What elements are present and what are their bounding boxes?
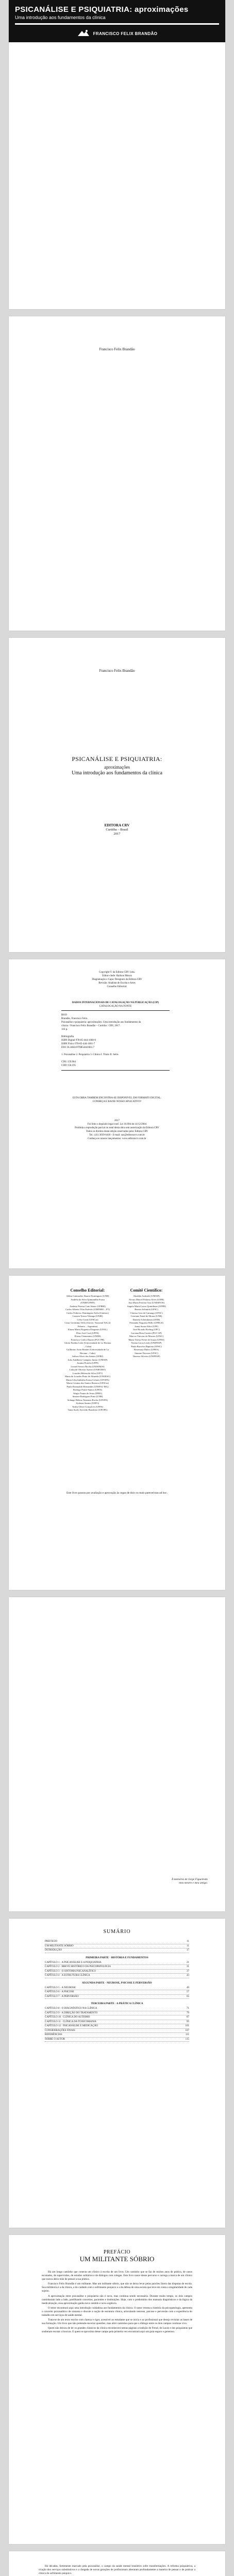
- title-page-year: 2017: [113, 832, 121, 836]
- catalog-line: [61, 1031, 170, 1035]
- paragraph: O leitor encontrará aqui uma introdução cuidadosa aos fundamentos da clínica. O autor retoma a história da psicopatologia, apresenta o conceito psicanalítico de sintoma e discute a noção de estrutura clínica, articulando neurose, psicose e perversão com a experiência do trabalho em serviços de saúde mental.: [42, 2306, 192, 2317]
- summary-row[interactable]: [45, 2024, 189, 2029]
- summary-row[interactable]: [45, 1995, 189, 1999]
- summary-row-label: CONSIDERAÇÕES FINAIS: [45, 2029, 75, 2032]
- half-title-author: Francisco Felix Brandão: [99, 347, 135, 351]
- summary-row-page: 21: [187, 1961, 189, 1964]
- summary-row[interactable]: [45, 1974, 189, 1978]
- intro-body: [39, 2565, 195, 2576]
- council-member: Angela Maria Lucas Quintiliano (UFPB): [127, 1304, 166, 1308]
- summary-row[interactable]: [45, 1948, 189, 1953]
- catalog-line: CDD 150.195: [61, 1064, 76, 1067]
- summary-row-page: 95: [187, 2020, 189, 2023]
- summary-page: [9, 1919, 225, 2228]
- council-member: Simone Dacosta (UFSC): [135, 1351, 158, 1354]
- catalog-line: [61, 1057, 170, 1060]
- catalog-block: [61, 1001, 170, 1071]
- summary-row[interactable]: [45, 2029, 189, 2033]
- copyright-line: Editor-chefe: Railson Moura: [102, 975, 132, 977]
- half-title-page: [9, 316, 225, 631]
- council-footer: Este livro passou por avaliação e aprovação às cegas de dois ou mais pareceristas ad hoc.: [66, 1491, 168, 1495]
- summary-part-heading: SEGUNDA PARTE · NEUROSE, PSICOSE E PERVERSÃO: [82, 1981, 152, 1985]
- cover-band: [9, 0, 225, 42]
- council-member: Alvaro Marcel Palomo Alves (UEM): [128, 1298, 164, 1301]
- council-member: Paula Barcelos Baptista (UFSC): [131, 1345, 162, 1348]
- summary-row-page: 111: [185, 2033, 189, 2036]
- copyright-page: [9, 959, 225, 1268]
- council-member: Andréia da Silva Quintanilha Sousa (UNIR/UFRN): [71, 1298, 105, 1304]
- council-member: Francisco Carlos Duarte (PUC-PR): [71, 1338, 105, 1341]
- council-page: [9, 1276, 225, 1590]
- summary-row-page: 101: [185, 2025, 189, 2027]
- summary-row[interactable]: [45, 2038, 189, 2042]
- copyright-line: Diagramação e Capa: Designers da Editora CRV: [92, 978, 142, 981]
- copyright-bottom-line: Proibida a reprodução parcial ou total desta obra sem autorização da Editora CRV: [75, 1127, 159, 1129]
- council-member: Gloria Fariñas León (Universidade de La Havana – Cuba): [64, 1342, 111, 1348]
- summary-row-page: 11: [187, 1940, 189, 1943]
- copyright-line: Conselho Editorial:: [107, 986, 127, 988]
- cover-title: PSICANÁLISE E PSIQUIATRIA: aproximações: [15, 5, 189, 14]
- summary-row-page: 17: [187, 1949, 189, 1952]
- summary-row-label: INTRODUÇÃO: [45, 1949, 62, 1952]
- catalog-subheading: CATALOGAÇÃO NA FONTE: [99, 1005, 132, 1008]
- council-member: Elizeu Clementino (UNEB): [74, 1335, 101, 1337]
- copyright-bottom-line: Todos os direitos desta edição reservados pela: Editora CRV: [86, 1130, 148, 1133]
- summary-part-heading: TERCEIRA PARTE · A PRÁTICA CLÍNICA: [91, 2002, 143, 2005]
- summary-row-page: 65: [187, 1995, 189, 1998]
- council-member: Fernanda Nogueira Bello (UFRGS): [129, 1321, 163, 1324]
- cover-page: [9, 0, 225, 309]
- summary-row[interactable]: [45, 1970, 189, 1974]
- council-member: Rodrigo Pratte-Santos (UFES): [73, 1388, 103, 1391]
- summary-row[interactable]: [45, 1986, 189, 1991]
- summary-row-label: PREFÁCIO: [45, 1940, 58, 1943]
- preface-title: PREFÁCIO: [103, 2249, 131, 2255]
- title-page-subtitle: aproximações: [104, 765, 130, 770]
- paragraph: Trata-se de um texto escrito com clareza e rigor, acessível ao estudante que se inicia e ao profissional que deseja revisitar as bases de sua formação. Um livro que não pretende encerrar questões, mas abrir caminhos para que o diálogo entre os dois campos continue vivo.: [42, 2318, 192, 2326]
- title-page-subtitle-2: Uma introdução aos fundamentos da clínica: [72, 770, 162, 776]
- summary-row-page: 31: [187, 1965, 189, 1968]
- council-member: Simone Rodrigues Pinto (UNB): [72, 1395, 103, 1398]
- summary-row[interactable]: [45, 1961, 189, 1965]
- title-page-author: Francisco Felix Brandão: [99, 669, 135, 673]
- council-member: Élsio José Corá (UFFS): [76, 1331, 99, 1334]
- preface-body: [42, 2270, 192, 2334]
- catalog-line: clínica / Francisco Felix Brandão – Curitiba : CRV, 2017.: [61, 1025, 121, 1027]
- summary-row-label: CAPÍTULO 8 · O DIAGNÓSTICO NA CLÍNICA: [45, 2007, 97, 2010]
- copyright-bottom-line: Tel.: (41) 3039-6418 - E-mail: sac@editoracrv.com.br: [89, 1134, 145, 1137]
- council-columns: [9, 1288, 225, 1412]
- paragraph: Francisco Felix Brandão é um militante. Mas um militante sóbrio, que não se deixa levar pelas paixões fáceis das disputas de escola. Sua militância é a da clínica, a do cuidado com o sofrimento psíquico e a da defesa de uma escuta que leve em conta a singularidade de cada sujeito.: [42, 2282, 192, 2293]
- catalog-card: [61, 1010, 170, 1071]
- title-page-title: PSICANÁLISE E PSIQUIATRIA:: [72, 755, 162, 762]
- summary-row-label: CAPÍTULO 7 · A PERVERSÃO: [45, 1995, 79, 1998]
- summary-row-page: 71: [187, 2007, 189, 2010]
- dedication-page: [9, 1597, 225, 1911]
- paragraph: Quem não deixou de ler os grandes clássicos da clínica reconhecerá nestas páginas a tradição de Freud, de Lacan e dos psiquiatras que souberam escutar a loucura. E quem se aproxima desse campo pela primeira vez encontrará aqui um guia seguro e generoso.: [42, 2327, 192, 2334]
- council-member: Maria Lília Imbiriba Sousa Colares (UFOPA): [66, 1378, 109, 1381]
- summary-row[interactable]: [45, 2020, 189, 2025]
- cover-subtitle: Uma introdução aos fundamentos da clínica: [15, 15, 106, 20]
- council-member: Antônio Pereira Gaio Júnior (UFRRJ): [70, 1304, 106, 1308]
- council-member: Elione Maria Nogueira Diogenes (UFAL): [68, 1328, 108, 1331]
- summary-row[interactable]: [45, 1990, 189, 1995]
- catalog-line: Bibliografia: [61, 1036, 74, 1038]
- preface-page: [9, 2235, 225, 2544]
- copyright-bottom-line: Foi feito o depósito legal conf. Lei 10.994 de 14/12/2004: [87, 1123, 147, 1126]
- council-member: Carmen Tereza Velanga (UNIR): [72, 1315, 103, 1317]
- council-member: Joana Souza Silva (UFF): [134, 1325, 159, 1328]
- summary-row[interactable]: [45, 1965, 189, 1970]
- scientific-committee-heading: Comitê Científico:: [130, 1288, 163, 1293]
- summary-row-page: 49: [187, 1986, 189, 1989]
- catalog-line: 1. Psicanálise 2. Psiquiatria 3. Clínica I. Título II. Série.: [61, 1054, 119, 1056]
- summary-row-label: CAPÍTULO 3 · O SINTOMA PSICANALÍTICO: [45, 1970, 96, 1973]
- cover-logo-row: [15, 29, 219, 38]
- paragraph: A aproximação entre psicanálise e psiquiatria não é nova, mas continua sendo necessária. Durante muito tempo, os dois campos caminharam lado a lado, partilhando conceitos, pacientes e instituições. Hoje, com o predomínio dos manuais diagnósticos e da lógica da medicalização, essa aproximação ganha novo sentido e nova urgência.: [42, 2294, 192, 2305]
- catalog-line: B819: [61, 1014, 67, 1016]
- council-member: Lídia de Oliveira Xavier (UNIEURO): [70, 1368, 106, 1371]
- summary-row-page: 87: [187, 2016, 189, 2019]
- cover-white-area: [9, 42, 225, 284]
- summary-row-page: 43: [187, 1974, 189, 1977]
- summary-row-label: CAPÍTULO 1 · A PSICANÁLISE E A PSIQUIATRIA: [45, 1961, 102, 1964]
- cover-divider: [15, 23, 219, 25]
- council-member: Ana Maria Ferreira Tosi (UNISINOS): [128, 1301, 164, 1304]
- catalog-heading: DADOS INTERNACIONAIS DE CATALOGAÇÃO NA PUBLICAÇÃO (CIP): [72, 1002, 159, 1004]
- council-member: Solange Helena Ximenes-Rocha (UFOPA): [67, 1398, 108, 1401]
- summary-row-label: CAPÍTULO 5 · A NEUROSE: [45, 1986, 76, 1989]
- council-member: Tania Suely Azevedo Brasileiro (UFOPA): [68, 1409, 108, 1411]
- paragraph: Há décadas, fortemente marcado pela psicanálise, o campo da saúde mental brasileiro sofre transformações. A reforma psiquiátrica, a criação dos serviços substitutivos e a chegada de novas gerações de profissionais alteraram profundamente a maneira de pensar e de praticar a clínica do sofrimento psíquico.: [39, 2565, 195, 2575]
- summary-row[interactable]: [45, 2033, 189, 2038]
- catalog-line: ISBN Físico 978-85-444-1661-7: [61, 1043, 95, 1045]
- summary-row-page: 57: [187, 1991, 189, 1993]
- dedication-line: À memória de Jorge Figueiredo: [171, 1878, 208, 1881]
- summary-part-heading: PRIMEIRA PARTE · HISTÓRIA E FUNDAMENTOS: [86, 1956, 148, 1959]
- council-member: Marcos Vinicius de Moraes (UFSC): [129, 1335, 164, 1337]
- summary-row[interactable]: [45, 2015, 189, 2020]
- editorial-council-heading: Conselho Editorial:: [70, 1288, 105, 1293]
- council-member: Cristiane Faiad de Moura (UNB): [130, 1315, 162, 1317]
- summary-row[interactable]: [45, 1940, 189, 1944]
- summary-row-label: REFERÊNCIAS: [45, 2033, 62, 2036]
- council-member: Abrahão Andrade (UNESP): [133, 1295, 160, 1297]
- council-member: Sérgio Nunes de Jesus (IFRO): [73, 1392, 102, 1395]
- body-text-page: [9, 2551, 225, 2576]
- catalog-line: Brandão, Francisco Felix.: [61, 1018, 88, 1020]
- copyright-bottom-line: CONHEÇA E BAIXE NOSSO APLICATIVO!: [92, 1100, 142, 1103]
- dedication-line: meu mestre e meu amigo.: [179, 1882, 208, 1885]
- editorial-council-column: [64, 1288, 111, 1412]
- council-member: Maria Teresa Freire de Souza (UFES): [128, 1338, 164, 1341]
- council-member: Aldira Guimarães Duarte Domínguez (UNB): [66, 1295, 109, 1297]
- summary-row-label: CAPÍTULO 6 · A PSICOSE: [45, 1991, 74, 1993]
- council-member: Tadeu Oliver Gonçalves (UFPA): [72, 1405, 104, 1408]
- summary-row-label: CAPÍTULO 9 · A DIREÇÃO DO TRATAMENTO: [45, 2011, 98, 2014]
- catalog-line: ISBN Digital 978-85-444-1660-0: [61, 1039, 96, 1042]
- title-page-city: Curitiba – Brasil: [106, 828, 128, 832]
- summary-row-page: 11: [187, 1944, 189, 1947]
- summary-list: [45, 1940, 189, 2042]
- summary-row-label: CAPÍTULO 12 · PSICANÁLISE E MEDICAÇÃO: [45, 2025, 98, 2027]
- council-member: Carlos Alberto Vilar Estêvão (UMINHO – PT): [65, 1308, 110, 1311]
- council-member: Lourdes Helena da Silva (UFV): [72, 1371, 103, 1375]
- summary-row[interactable]: [45, 1944, 189, 1949]
- summary-row-label: UM MILITANTE SÓBRIO: [45, 1944, 74, 1947]
- summary-row[interactable]: [45, 2007, 189, 2011]
- council-member: José Ricardo Kreling (UFC): [133, 1328, 160, 1331]
- copyright-bottom-line: ESTA OBRA TAMBÉM ENCONTRA-SE DISPONÍVEL EM FORMATO DIGITAL.: [72, 1097, 162, 1099]
- council-member: Norma Lucia Lerdo (UNIFESP): [131, 1342, 162, 1344]
- dedication-text: [151, 1878, 208, 1885]
- council-member: Celso Conti (UFSCar): [77, 1318, 98, 1321]
- council-member: Maria de Lourdes Pinto de Almeida (UNOESC): [64, 1375, 111, 1378]
- catalog-line: Psicanálise e psiquiatria: aproximações. Uma introdução aos fundamentos da: [61, 1021, 141, 1024]
- council-member: Paulo Romualdo Hernandes (UNIFAL-MG): [66, 1385, 109, 1388]
- copyright-line: Revisão: Analista de Escrita e Artes: [98, 982, 136, 985]
- copyright-line: Copyright © da Editora CRV Ltda.: [99, 971, 135, 974]
- title-page: [9, 638, 225, 952]
- council-member: Maria Cristina dos Santos Bezerra (UFSCar): [66, 1382, 109, 1384]
- copyright-bottom: [9, 1096, 225, 1141]
- summary-row-page: 37: [187, 1970, 189, 1973]
- paragraph: Há um longo caminho que conecta um clínico à escrita de um livro. Um caminho que se faz de muitos anos de prática, de casos escutados, de supervisões, de estudos solitários e de diálogos com colegas. Este livro nasce desse percurso e carrega a marca de um clínico que nunca abriu mão de pensar a sua prática.: [42, 2270, 192, 2281]
- summary-row-page: 79: [187, 2011, 189, 2014]
- publisher-logo-icon: [77, 29, 90, 38]
- summary-row-label: CAPÍTULO 2 · BREVE HISTÓRICO DA PSICOPATOLOGIA: [45, 1965, 111, 1968]
- copyright-bottom-line: 2017: [114, 1120, 120, 1122]
- catalog-line: CDU 159.964: [61, 1061, 76, 1063]
- summary-row-label: CAPÍTULO 10 · CLÍNICA DO AUTISMO: [45, 2016, 90, 2019]
- scientific-committee-column: [123, 1288, 170, 1412]
- council-member: Luciana Rota Caseiro (PUC-SP): [131, 1331, 162, 1334]
- summary-title: SUMÁRIO: [103, 1929, 131, 1935]
- catalog-line: DOI 10.24824/978854441661.7: [61, 1046, 95, 1049]
- council-member: Cesar Gerónimo Tello (Univer. Nacional Três de Febrero – Argentina): [64, 1321, 111, 1328]
- summary-row-page: 115: [185, 2038, 189, 2041]
- catalog-line: [61, 1049, 170, 1053]
- council-member: Josania Portela (UFPI): [77, 1362, 98, 1364]
- council-member: Vanessa Silveira (UNIFESP): [132, 1355, 160, 1358]
- summary-row-label: SOBRE O AUTOR: [45, 2038, 65, 2041]
- council-member: Daniela Scheinkman (UEM): [132, 1318, 160, 1321]
- summary-row-label: CAPÍTULO 11 · CLÍNICA DA TOXICOMANIA: [45, 2020, 97, 2023]
- council-member: Leonel Severo Rocha (UNISINOS): [71, 1365, 105, 1368]
- council-member: Jailson Alves dos Santos (UFRJ): [72, 1355, 104, 1358]
- copyright-top: [9, 971, 225, 989]
- preface-subtitle: UM MILITANTE SÓBRIO: [79, 2255, 155, 2263]
- summary-row[interactable]: [45, 2011, 189, 2016]
- catalog-line: 116 p.: [61, 1028, 68, 1031]
- council-member: Rosemary Daltro (UFBA): [134, 1348, 159, 1351]
- council-member: Sydione Santos (UEPG): [76, 1402, 99, 1404]
- cover-author: FRANCISCO FELIX BRANDÃO: [93, 31, 158, 36]
- council-member: Clarissa Lins de Camargo (UFSC): [130, 1311, 163, 1314]
- title-page-publisher: EDITORA CRV: [104, 823, 130, 827]
- council-member: Beatriz Schmidt (UFSC): [135, 1308, 158, 1311]
- copyright-bottom-line: Conheça os nossos lançamentos: www.editoracrv.com.br: [88, 1138, 146, 1140]
- summary-row-label: CAPÍTULO 4 · A ESTRUTURA CLÍNICA: [45, 1974, 90, 1977]
- council-member: Guillermo Arias Beatón (Universidade de La Havana – Cuba): [66, 1348, 109, 1354]
- summary-row-page: 107: [185, 2029, 189, 2032]
- council-member: João Adalberto Campato Junior (UNESP): [68, 1358, 108, 1361]
- council-member: Carlos Federico Dominguez Avila (Unieuro): [66, 1311, 109, 1314]
